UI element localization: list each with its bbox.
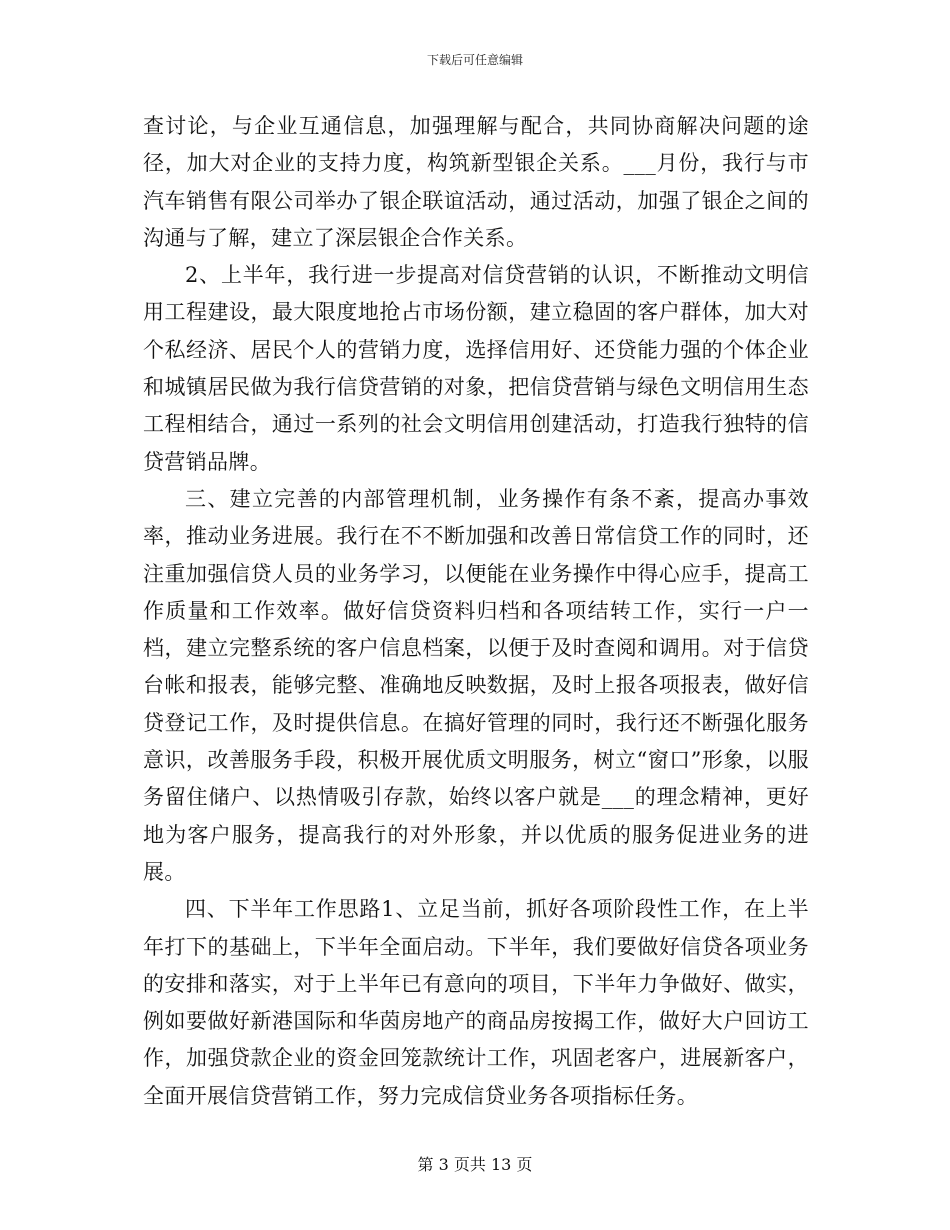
- paragraph-3: 三、建立完善的内部管理机制，业务操作有条不紊，提高办事效率，推动业务进展。我行在不不断加强和改善日常信贷工作的同时，还注重加强信贷人员的业务学习，以便能在业务操作中得心应手，提高工作质量和工作效率。做好信贷资料归档和各项结转工作，实行一户一档，建立完整系统的客户信息档案，以便于及时查阅和调用。对于信贷台帐和报表，能够完整、准确地反映数据，及时上报各项报表，做好信贷登记工作，及时提供信息。在搞好管理的同时，我行还不断强化服务意识，改善服务手段，积极开展优质文明服务，树立“窗口”形象，以服务留住储户、以热情吸引存款，始终以客户就是___的理念精神，更好地为客户服务，提高我行的对外形象，并以优质的服务促进业务的进展。: [143, 486, 809, 884]
- document-body: [143, 108, 809, 1115]
- page-header: 下载后可任意编辑: [426, 53, 523, 67]
- paragraph-1: 查讨论，与企业互通信息，加强理解与配合，共同协商解决问题的途径，加大对企业的支持力度，构筑新型银企关系。___月份，我行与市汽车销售有限公司举办了银企联谊活动，通过活动，加强了银企之间的沟通与了解，建立了深层银企合作关系。: [143, 114, 809, 250]
- paragraph-4: 四、下半年工作思路1、立足当前，抓好各项阶段性工作，在上半年打下的基础上，下半年全面启动。下半年，我们要做好信贷各项业务的安排和落实，对于上半年已有意向的项目，下半年力争做好、做实，例如要做好新港国际和华茵房地产的商品房按揭工作，做好大户回访工作，加强贷款企业的资金回笼款统计工作，巩固老客户，进展新客户，全面开展信贷营销工作，努力完成信贷业务各项指标任务。: [143, 897, 809, 1108]
- paragraph-2: 2、上半年，我行进一步提高对信贷营销的认识，不断推动文明信用工程建设，最大限度地抢占市场份额，建立稳固的客户群体，加大对个私经济、居民个人的营销力度，选择信用好、还贷能力强的个体企业和城镇居民做为我行信贷营销的对象，把信贷营销与绿色文明信用生态工程相结合，通过一系列的社会文明信用创建活动，打造我行独特的信贷营销品牌。: [143, 263, 809, 474]
- page-number-footer: 第 3 页共 13 页: [417, 1155, 533, 1174]
